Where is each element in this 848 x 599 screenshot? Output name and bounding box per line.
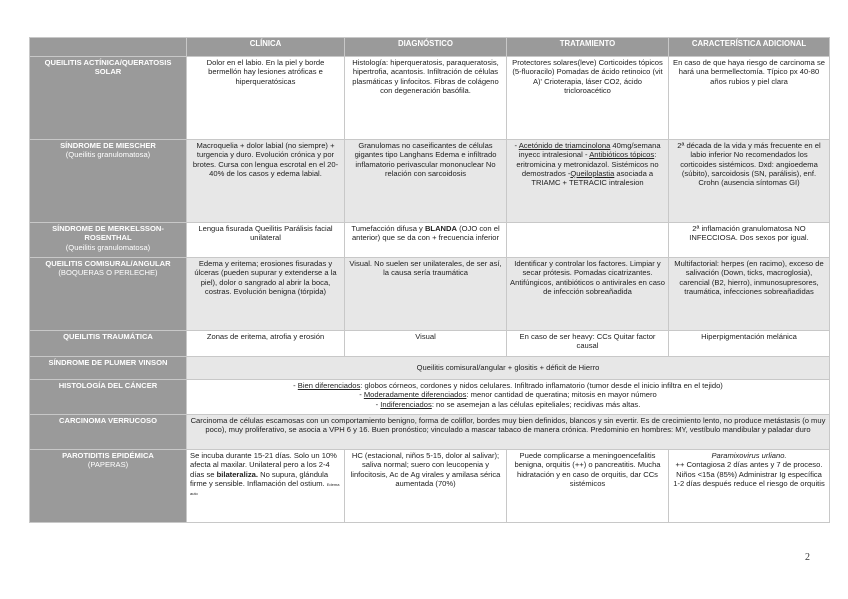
- row-miescher: [30, 140, 830, 223]
- row-title-text: SÍNDROME DE MIESCHER: [60, 141, 156, 150]
- cell-clinica: Se incuba durante 15-21 días. Solo un 10% afecta al maxilar. Unilateral pero a los 2-4 días se bilateraliza. No supura, glándula firme y sensible. Inflamación del ostium. Edema auto: [187, 450, 345, 523]
- row-title-text: PAROTIDITIS EPIDÉMICA: [62, 451, 154, 460]
- row-traumatica: [30, 331, 830, 357]
- row-title-text: SÍNDROME DE MERKELSSON-ROSENTHAL: [52, 224, 164, 243]
- cell-tratamiento: [507, 223, 669, 258]
- diag-bold: BLANDA: [424, 224, 458, 233]
- header-blank: [30, 38, 187, 57]
- diag-text-1: Tumefacción difusa y: [351, 224, 425, 233]
- summary-table: [29, 37, 830, 523]
- row-title: SÍNDROME DE PLUMER VINSON: [30, 357, 187, 380]
- header-clinica: CLÍNICA: [187, 38, 345, 57]
- cell-diagnostico: Visual. No suelen ser unilaterales, de ser así, la causa sería traumática: [345, 258, 507, 331]
- row-merkelsson: [30, 223, 830, 258]
- cell-merged: Carcinoma de células escamosas con un comportamiento benigno, forma de coliflor, bordes muy bien definidos, blancos y sin evertir. Es de crecimiento lento, no produce metástasis (o muy poco), muy proliferativo, se asocia a VPH 6 y 16. Buen pronóstico; vinculado a mascar tabaco de manera crónica. Predominio en hombres: MY, vestíbulo mandibular y paladar duro: [187, 415, 830, 450]
- row-title: HISTOLOGÍA DEL CÁNCER: [30, 380, 187, 415]
- cell-adicional: En caso de que haya riesgo de carcinoma se hará una bermellectomía. Típico px 40-80 años rubios y piel clara: [669, 57, 830, 140]
- trat-text-1: Acetónido de triamcinolona: [518, 141, 611, 150]
- diag-text-2: (OJO con el anterior) que se da con + frecuencia inferior: [351, 224, 500, 243]
- row-title: CARCINOMA VERRUCOSO: [30, 415, 187, 450]
- cell-adicional: Hiperpigmentación melánica: [669, 331, 830, 357]
- trat-text-3: Antibióticos tópicos: [589, 150, 655, 160]
- cell-clinica: Lengua fisurada Queilitis Parálisis facial unilateral: [187, 223, 345, 258]
- row-title-text: QUEILITIS COMISURAL/ANGULAR: [45, 259, 171, 268]
- cell-diagnostico: Visual: [345, 331, 507, 357]
- row-verrucoso: [30, 415, 830, 450]
- row-queilitis-actinica: [30, 57, 830, 140]
- trat-text-5: Queiloplastia: [570, 168, 615, 178]
- cell-diagnostico: Granulomas no caseificantes de células gigantes tipo Langhans Edema e infiltrado inflamatorio perivascular mononuclear No relación con sarcoidosis: [345, 140, 507, 223]
- histologia-line-1: - Bien diferenciados: globos córneos, cordones y nidos celulares. Infiltrado inflamatorio (tumor desde el inicio infiltra en el tejido): [293, 381, 723, 390]
- row-subtitle: (Queilitis granulomatosa): [65, 242, 151, 252]
- cell-tratamiento: - Acetónido de triamcinolona 40mg/semana inyecc intralesional - Antibióticos tópicos: eritromicina y metronidazol. Sistémicos no demostrados -Queiloplastia asociada a TRIAMC + TETRACIC intralesion: [507, 140, 669, 223]
- cell-clinica: Dolor en el labio. En la piel y borde bermellón hay lesiones atróficas e hiperqueratósicas: [187, 57, 345, 140]
- cell-diagnostico: [345, 223, 507, 258]
- row-title: [30, 258, 187, 331]
- row-parotiditis: [30, 450, 830, 523]
- cell-adicional: 2ª inflamación granulomatosa NO INFECCIOSA. Dos sexos por igual.: [669, 223, 830, 258]
- histologia-line-2: - Moderadamente diferenciados: menor cantidad de queratina; mitosis en mayor número: [359, 390, 657, 400]
- row-subtitle: (Queilitis granulomatosa): [65, 150, 151, 160]
- row-title: [30, 223, 187, 258]
- trat-text-4: : eritromicina y metronidazol. Sistémicos no demostrados: [516, 150, 659, 178]
- row-plumer: [30, 357, 830, 380]
- row-comisural: [30, 258, 830, 331]
- row-subtitle: (PAPERAS): [87, 460, 129, 470]
- histologia-line-3: - Indiferenciados: no se asemejan a las células epiteliales; recidivas más altas.: [375, 399, 641, 409]
- cell-merged: [187, 380, 830, 415]
- row-title: QUEILITIS ACTÍNICA/QUERATOSIS SOLAR: [30, 57, 187, 140]
- row-title: [30, 450, 187, 523]
- page-number: 2: [805, 552, 810, 563]
- cell-diagnostico: Histología: hiperqueratosis, paraqueratosis, hipertrofia, acantosis. Infiltración de células plasmáticas y linfocitos. Fibras de colágeno con degeneración basófila.: [345, 57, 507, 140]
- row-title: [30, 140, 187, 223]
- cell-clinica: Macroquelia + dolor labial (no siempre) + turgencia y duro. Evolución crónica y por brotes. Cursa con lengua escrotal en el 20-40% de los casos y edema labial.: [187, 140, 345, 223]
- cell-tratamiento: En caso de ser heavy: CCs Quitar factor causal: [507, 331, 669, 357]
- cell-adicional: 2ª década de la vida y más frecuente en el labio inferior No recomendados los corticoides sistémicos. Dxd: angioedema (súbito), sarcoidosis (SN, parálisis), enf. Crohn (ausencia síntomas GI): [669, 140, 830, 223]
- header-row: [30, 38, 830, 57]
- cell-clinica: Edema y eritema; erosiones fisuradas y úlceras (pueden supurar y extenderse a la piel), dolor o sangrado al abrir la boca, costras. Evolución benigna (tórpida): [187, 258, 345, 331]
- header-caracteristica: CARACTERÍSTICA ADICIONAL: [669, 38, 830, 57]
- header-tratamiento: TRATAMIENTO: [507, 38, 669, 57]
- row-subtitle: (BOQUERAS O PERLECHE): [58, 268, 158, 278]
- cell-adicional: Multifactorial: herpes (en racimo), exceso de salivación (Down, ticks, macroglosia), carencial (B2, hierro), inmunosupresores, traumática, infecciones sobreañadidas: [669, 258, 830, 331]
- row-title: QUEILITIS TRAUMÁTICA: [30, 331, 187, 357]
- cell-merged: Queilitis comisural/angular + glositis + déficit de Hierro: [187, 357, 830, 380]
- cell-tratamiento: Identificar y controlar los factores. Limpiar y secar prótesis. Pomadas cicatrizantes. Antifúngicos, antibióticos o antivirales en caso de infección sobreañadida: [507, 258, 669, 331]
- cell-adicional: Paramixovirus urliano. ++ Contagiosa 2 días antes y 7 de proceso. Niños <15a (85%) Administrar Ig específica 1-2 días después reduce el riesgo de orquitis: [669, 450, 830, 523]
- trat-text-6: asociada a TRIAMC + TETRACIC intralesion: [531, 168, 654, 187]
- header-diagnostico: DIAGNÓSTICO: [345, 38, 507, 57]
- cell-tratamiento: Protectores solares(leve) Corticoides tópicos (5-fluoracilo) Pomadas de ácido retinoico (vit A)' Crioterapia, láser CO2, ácido tricloroacético: [507, 57, 669, 140]
- cell-tratamiento: Puede complicarse a meningoencefalitis benigna, orquitis (++) o pancreatitis. Mucha hidratación y en caso de orquitis, dar CCs sistémicos: [507, 450, 669, 523]
- cell-diagnostico: HC (estacional, niños 5-15, dolor al salivar); saliva normal; suero con leucopenia y linfocitosis, Ac de Ag virales y amilasa sérica aumentada (70%): [345, 450, 507, 523]
- cell-clinica: Zonas de eritema, atrofia y erosión: [187, 331, 345, 357]
- trat-text-2: 40mg/semana inyecc intralesional: [518, 141, 661, 160]
- row-histologia: [30, 380, 830, 415]
